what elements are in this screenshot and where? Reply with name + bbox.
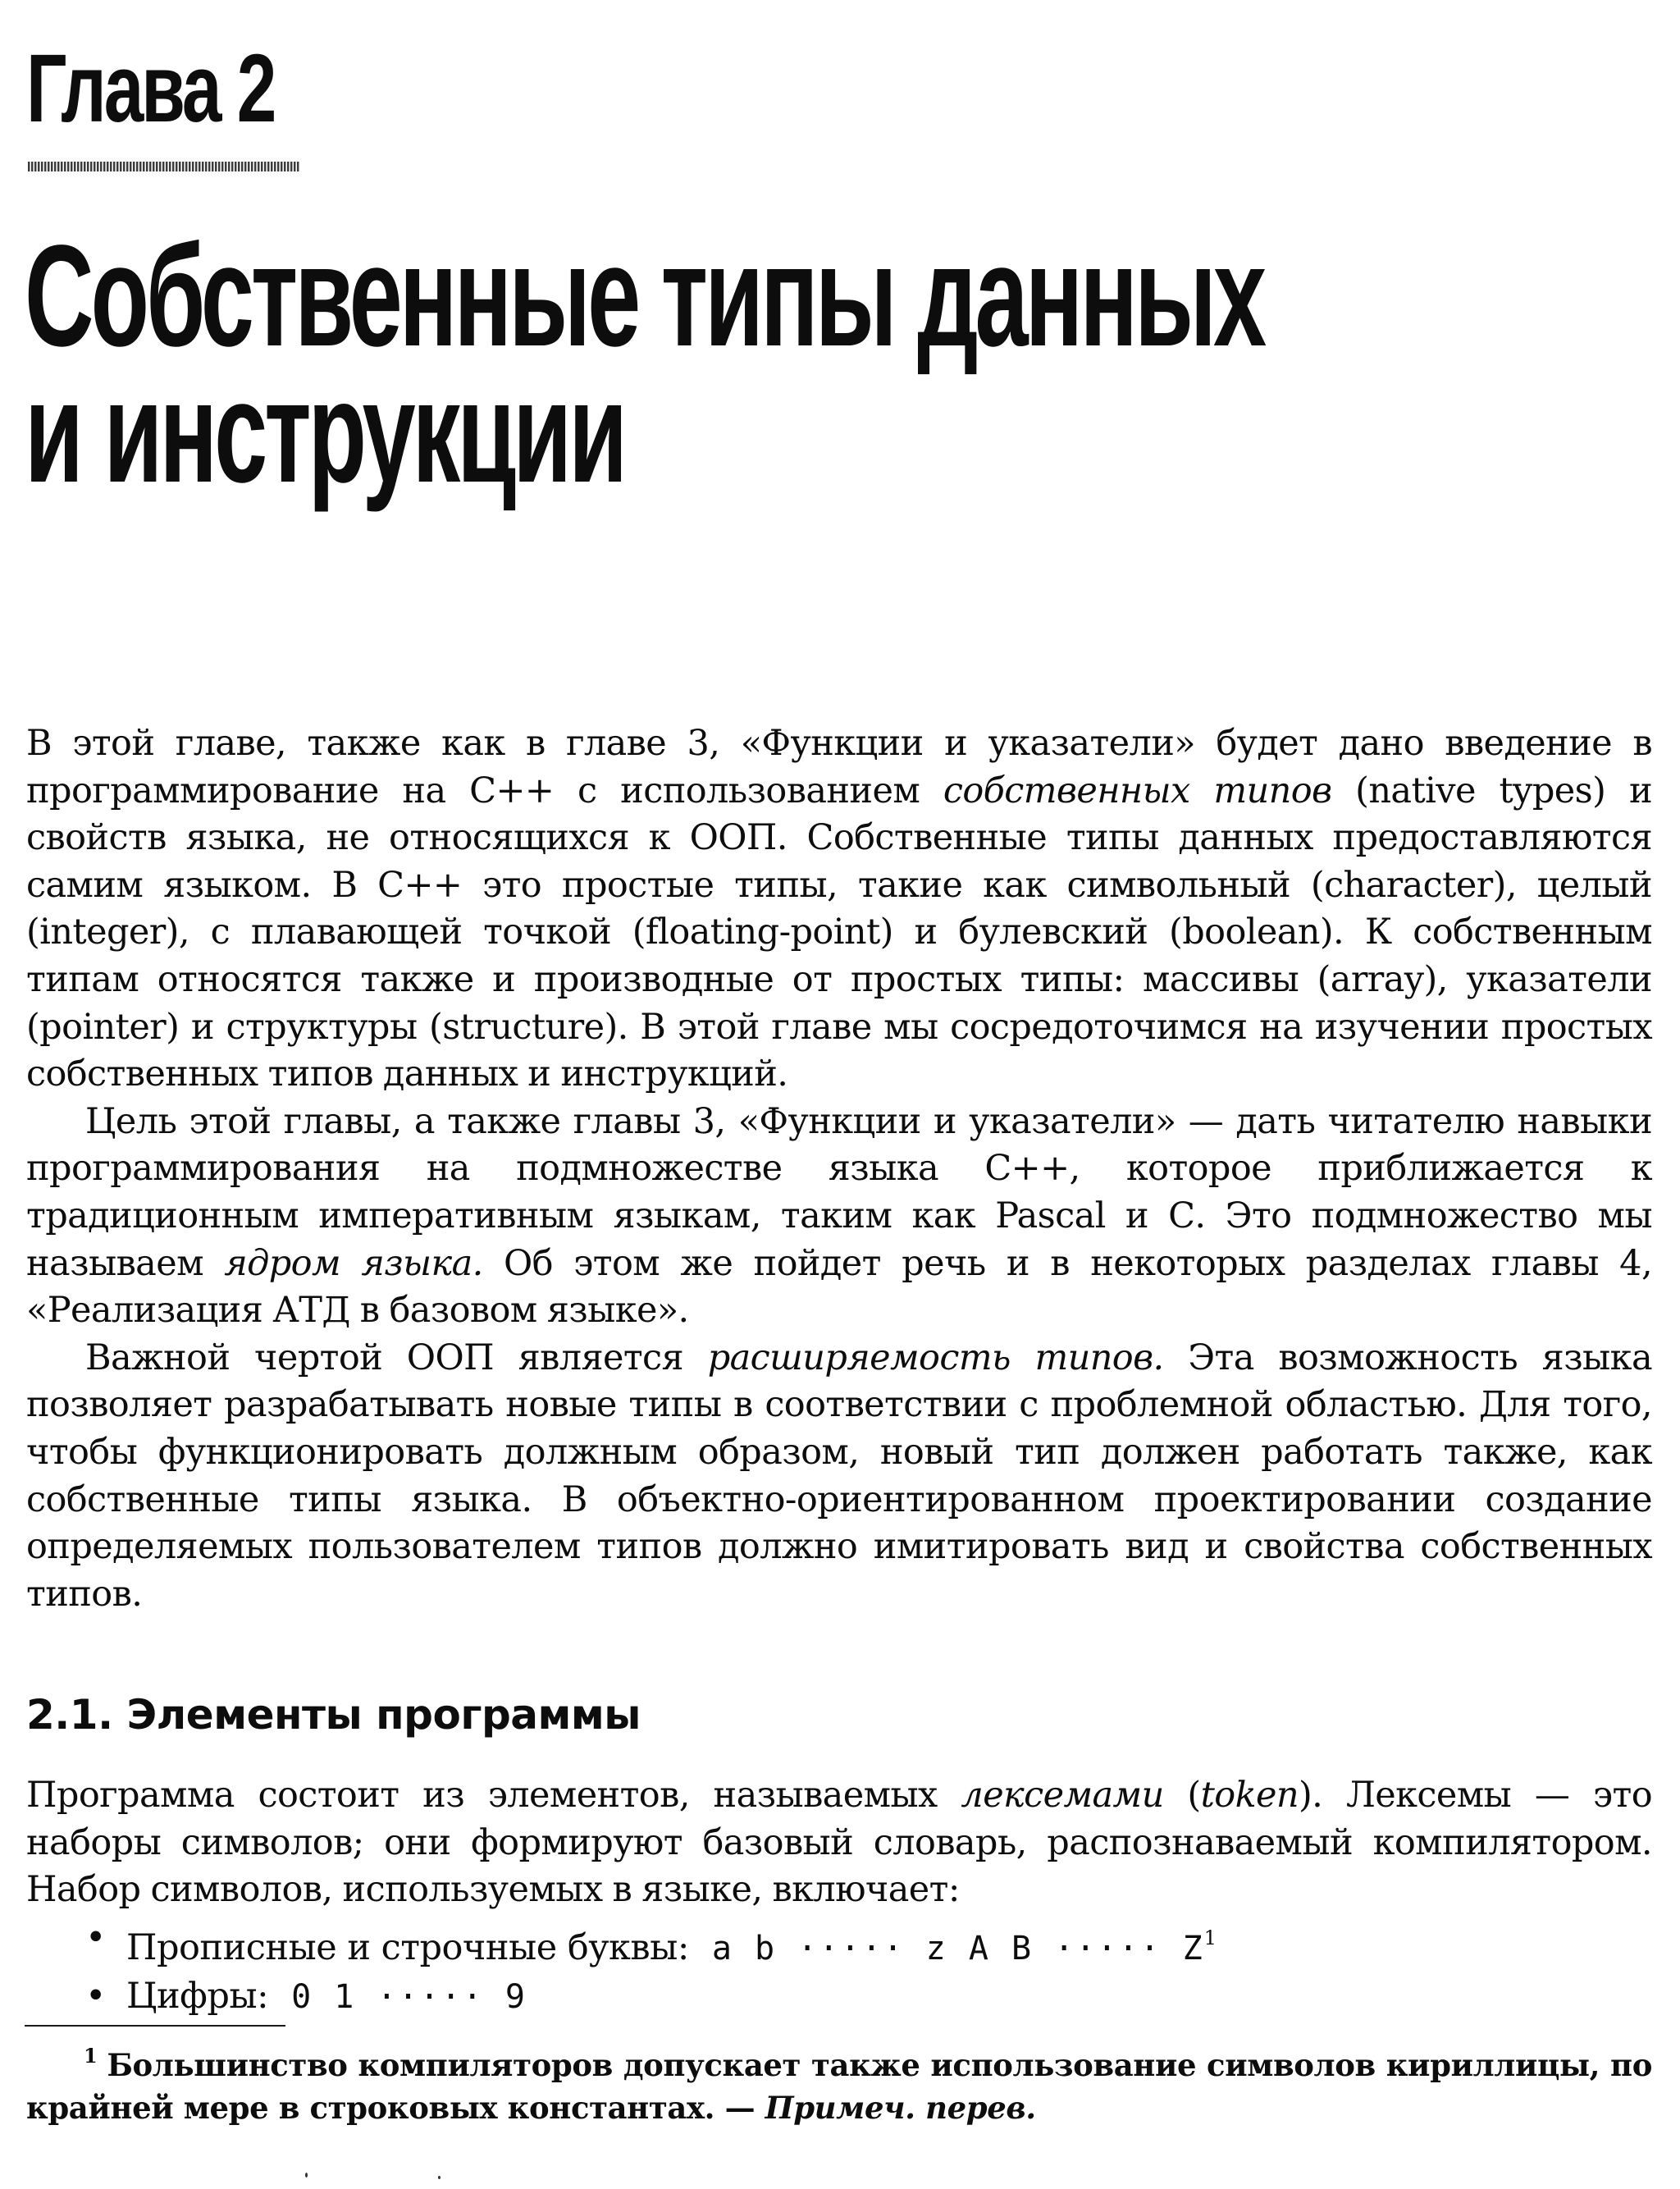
section-text <box>26 1772 1652 1914</box>
intro-p2-emphasis: ядром языка. <box>224 1242 483 1284</box>
intro-text <box>26 720 1652 1618</box>
chapter-label: Глава 2 <box>26 34 275 143</box>
intro-paragraph-1 <box>26 720 1652 1099</box>
section-p1-term-token: token <box>1200 1775 1299 1816</box>
scan-speck <box>438 2176 441 2179</box>
section-p1-text-e: ). Лексемы — это наборы символов; они формируют базовый словарь, распознаваемый компилятором. Набор символов, используемых в языке, включает: <box>26 1775 1653 1911</box>
section-paragraph-1 <box>26 1772 1652 1914</box>
footnote-reference[interactable]: 1 <box>1203 1926 1217 1949</box>
section-p1-text-c: ( <box>1163 1775 1201 1816</box>
chapter-title-line-1: Собственные типы данных <box>25 216 1264 377</box>
list-item-digits <box>80 1972 1217 2021</box>
chapter-rule-divider <box>28 162 300 171</box>
intro-p3-emphasis: расширяемость типов. <box>707 1337 1164 1378</box>
list-item-letters <box>80 1914 1217 1972</box>
section-p1-term-lexemes: лексемами <box>961 1775 1164 1816</box>
scan-speck <box>305 2173 308 2178</box>
intro-p3-text-c: Эта возможность языка позволяет разрабатывать новые типы в соответствии с проблемной областью. Для того, чтобы функционировать должным образом, новый тип должен работать также, как собственные типы языка. В объектно-ориентированном проектировании создание определяемых пользователем типов должно имитировать вид и свойства собственных типов. <box>26 1337 1652 1615</box>
list-item-letters-value: a b ····· z A B ····· Z <box>711 1930 1204 1967</box>
footnote-text: Большинство компиляторов допускает также использование символов кириллицы, по крайней мере в строковых константах. — <box>26 2047 1652 2126</box>
list-item-digits-label: Цифры: <box>126 1976 269 2017</box>
section-heading: 2.1. Элементы программы <box>26 1691 641 1739</box>
chapter-title <box>25 216 1264 513</box>
intro-p2-text-c: Об этом же пойдет речь и в некоторых разделах главы 4, «Реализация АТД в базовом языке». <box>26 1242 1653 1332</box>
section-p1-text-a: Программа состоит из элементов, называемых <box>26 1775 961 1816</box>
intro-p1-text-a: В этой главе, также как в главе 3, «Функции и указатели» будет дано введение в программирование на С++ с использованием <box>26 723 1652 811</box>
footnote-number: 1 <box>84 2044 98 2068</box>
intro-p1-emphasis: собственных типов <box>943 770 1332 811</box>
intro-paragraph-2 <box>26 1099 1652 1335</box>
intro-p2-text-a: Цель этой главы, а также главы 3, «Функции и указатели» — дать читателю навыки программирования на подмножестве языка С++, которое приближается к традиционным императивным языкам, таким как Pascal и С. Это подмножество мы называем <box>26 1100 1652 1284</box>
list-item-letters-label: Прописные и строчные буквы: <box>126 1927 689 1968</box>
chapter-title-line-2: и инструкции <box>25 352 625 513</box>
intro-p1-text-c: (native types) и свойств языка, не относящихся к ООП. Собственные типы данных предоставляются самим языком. В С++ это простые типы, такие как символьный (character), целый (integer), с плавающей точкой (floating-point) и булевский (boolean). К собственным типам относятся также и производные от простых типы: массивы (array), указатели (pointer) и структуры (structure). В этой главе мы сосредоточимся на изучении простых собственных типов данных и инструкций. <box>26 770 1653 1095</box>
list-item-digits-value: 0 1 ····· 9 <box>291 1978 527 2016</box>
intro-p3-text-a: Важной чертой ООП является <box>85 1337 708 1378</box>
character-set-list <box>80 1914 1217 2021</box>
footnote-translator-note: Примеч. перев. <box>765 2090 1036 2126</box>
footnote-divider <box>25 2025 285 2027</box>
footnote <box>26 2035 1652 2129</box>
intro-paragraph-3 <box>26 1335 1652 1619</box>
